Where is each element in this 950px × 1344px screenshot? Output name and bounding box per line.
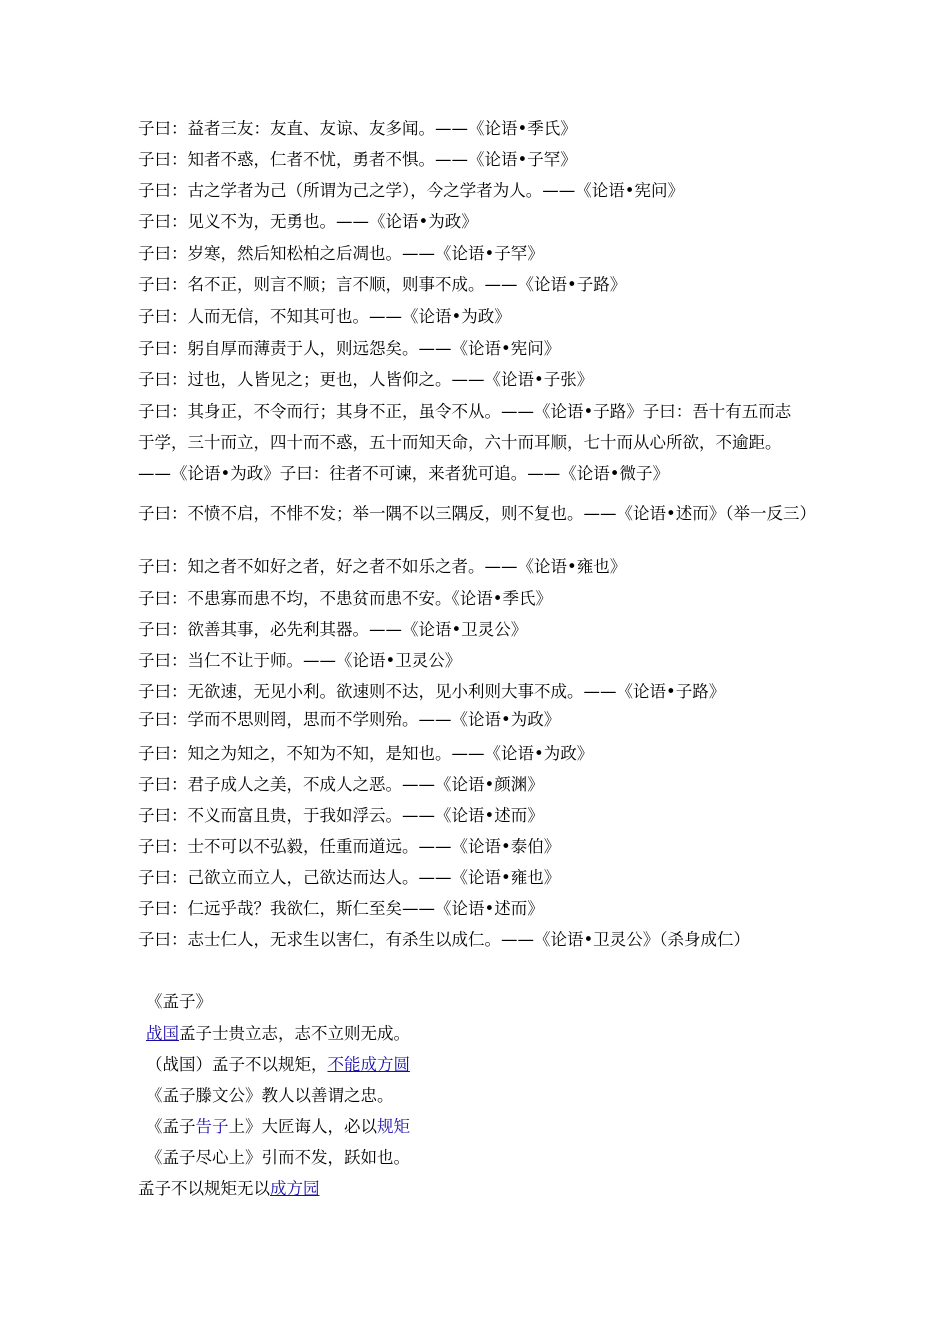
mengzi-line-3-text: 《孟子滕文公》教人以善谓之忠。 xyxy=(146,1086,394,1105)
quote-line: 子曰：躬自厚而薄责于人，则远怨矣。——《论语•宪问》 xyxy=(138,339,561,358)
quote-line: 子曰：仁远乎哉？我欲仁，斯仁至矣——《论语•述而》 xyxy=(138,899,544,918)
quote-line: 子曰：不愤不启，不悱不发；举一隅不以三隅反，则不复也。——《论语•述而》（举一反三） xyxy=(138,504,816,523)
link-zhanguo[interactable]: 战国 xyxy=(146,1024,179,1043)
quote-line: 子曰：知之者不如好之者，好之者不如乐之者。——《论语•雍也》 xyxy=(138,557,627,576)
link-cheng-fangyuan[interactable]: 成方园 xyxy=(270,1179,320,1198)
mengzi-line-4 xyxy=(138,1116,818,1138)
quote-line: 子曰：岁寒，然后知松柏之后凋也。——《论语•子罕》 xyxy=(138,244,544,263)
quote-line: 子曰：古之学者为己（所谓为己之学），今之学者为人。——《论语•宪问》 xyxy=(138,181,684,200)
quote-line: 于学，三十而立，四十而不惑，五十而知天命，六十而耳顺，七十而从心所欲，不逾距。 xyxy=(138,433,782,452)
mengzi-line-2-text: （战国）孟子不以规矩， xyxy=(146,1055,328,1074)
link-buneng-cheng-fangyuan[interactable]: 不能成方圆 xyxy=(327,1055,410,1074)
quote-line: 子曰：益者三友：友直、友谅、友多闻。——《论语•季氏》 xyxy=(138,119,577,138)
mengzi-line-1-text: 孟子士贵立志，志不立则无成。 xyxy=(179,1024,410,1043)
quote-line: 子曰：不义而富且贵，于我如浮云。——《论语•述而》 xyxy=(138,806,544,825)
quote-line: 子曰：君子成人之美，不成人之恶。——《论语•颜渊》 xyxy=(138,775,544,794)
mengzi-line-6 xyxy=(138,1178,818,1200)
mengzi-line-4-part-a: 《孟子 xyxy=(146,1117,196,1136)
mengzi-line-3 xyxy=(138,1085,818,1107)
quote-line: 子曰：志士仁人，无求生以害仁，有杀生以成仁。——《论语•卫灵公》（杀身成仁） xyxy=(138,930,750,949)
quote-line: 子曰：无欲速，无见小利。欲速则不达，见小利则大事不成。——《论语•子路》 xyxy=(138,682,726,701)
quote-line: 子曰：不患寡而患不均，不患贫而患不安。《论语•季氏》 xyxy=(138,589,552,608)
link-guiju[interactable]: 规矩 xyxy=(377,1117,410,1136)
mengzi-line-2 xyxy=(138,1054,818,1076)
quote-line: 子曰：过也，人皆见之；更也，人皆仰之。——《论语•子张》 xyxy=(138,370,594,389)
quote-line: ——《论语•为政》子曰：往者不可谏，来者犹可追。——《论语•微子》 xyxy=(138,464,669,483)
quote-line: 子曰：其身正，不令而行；其身不正，虽令不从。——《论语•子路》子曰：吾十有五而志 xyxy=(138,402,792,421)
mengzi-line-4-part-b: 上》大匠诲人，必以 xyxy=(228,1117,377,1136)
mengzi-heading xyxy=(138,991,818,1013)
quote-line: 子曰：士不可以不弘毅，任重而道远。——《论语•泰伯》 xyxy=(138,837,561,856)
mengzi-line-1 xyxy=(138,1023,818,1045)
quote-line: 子曰：欲善其事，必先利其器。——《论语•卫灵公》 xyxy=(138,620,528,639)
mengzi-line-5-text: 《孟子尽心上》引而不发，跃如也。 xyxy=(146,1148,410,1167)
quote-line: 子曰：己欲立而立人，己欲达而达人。——《论语•雍也》 xyxy=(138,868,561,887)
quote-line: 子曰：知之为知之，不知为不知，是知也。——《论语•为政》 xyxy=(138,744,594,763)
mengzi-line-6-text: 孟子不以规矩无以 xyxy=(138,1179,270,1198)
mengzi-line-5 xyxy=(138,1147,818,1169)
mengzi-heading-text: 《孟子》 xyxy=(146,992,212,1011)
quote-line: 子曰：见义不为，无勇也。——《论语•为政》 xyxy=(138,212,478,231)
quote-line: 子曰：学而不思则罔，思而不学则殆。——《论语•为政》 xyxy=(138,710,561,729)
quote-line: 子曰：当仁不让于师。——《论语•卫灵公》 xyxy=(138,651,462,670)
quote-line: 子曰：名不正，则言不顺；言不顺，则事不成。——《论语•子路》 xyxy=(138,275,627,294)
link-gaozi[interactable]: 告子 xyxy=(195,1117,229,1136)
quote-line: 子曰：人而无信，不知其可也。——《论语•为政》 xyxy=(138,307,511,326)
quote-line: 子曰：知者不惑，仁者不忧，勇者不惧。——《论语•子罕》 xyxy=(138,150,577,169)
